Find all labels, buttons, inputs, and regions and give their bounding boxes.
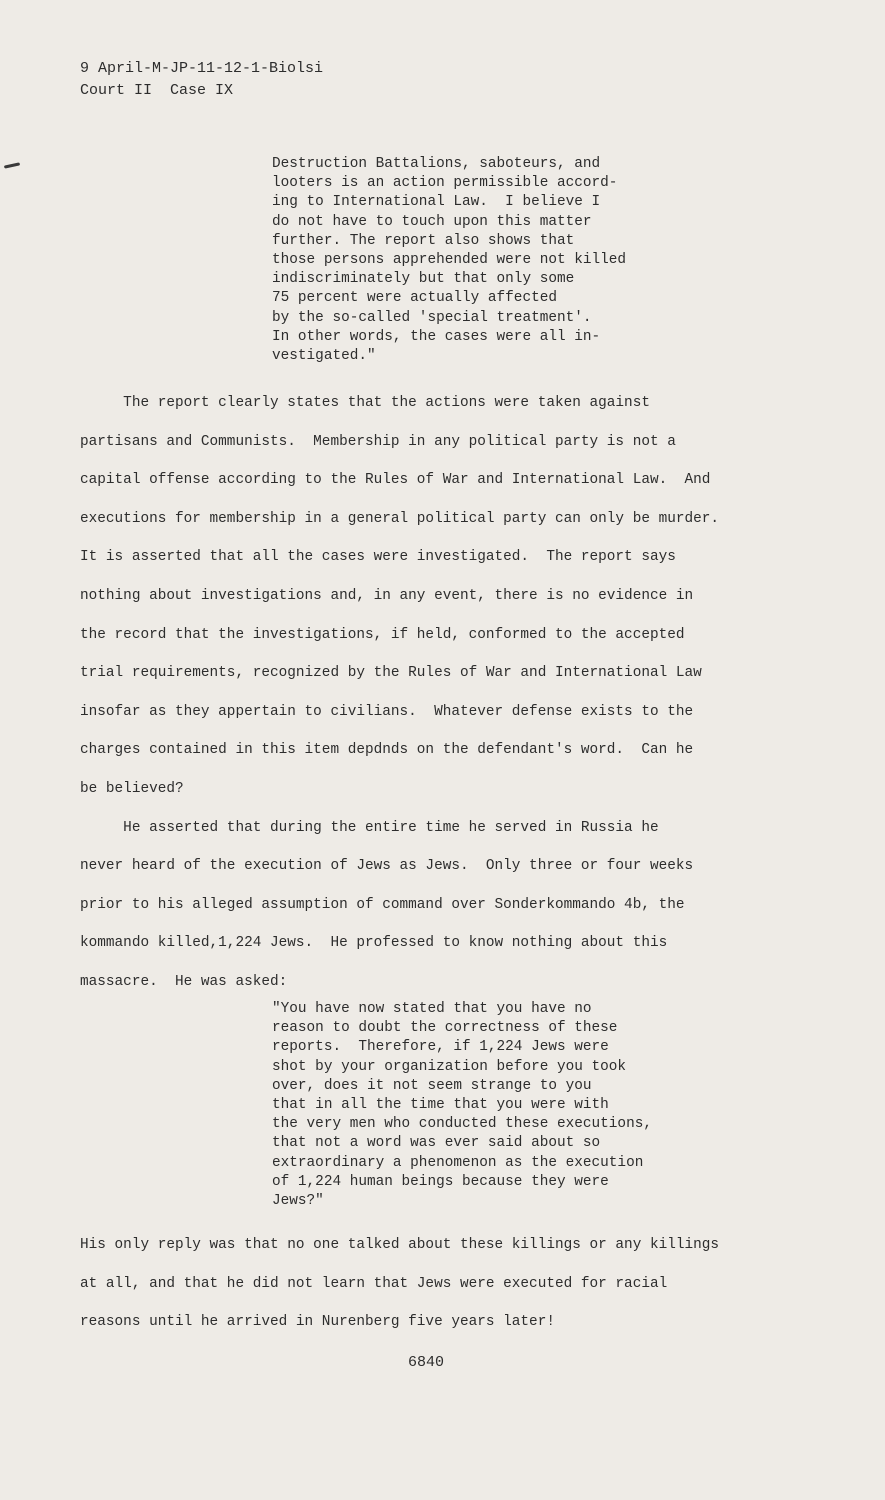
quote1-line: indiscriminately but that only some (272, 271, 575, 288)
block-quote-1 (272, 155, 692, 366)
paragraph-1-line: insofar as they appertain to civilians. Whatever defense exists to the (80, 703, 694, 720)
paragraph-2-line: massacre. He was asked: (80, 973, 288, 990)
paragraph-3-line: at all, and that he did not learn that Jews were executed for racial (80, 1275, 668, 1292)
paragraph-1-line: trial requirements, recognized by the Rules of War and International Law (80, 665, 702, 682)
header-court-case: Court II Case IX (80, 82, 234, 99)
quote2-line: that in all the time that you were with (272, 1097, 609, 1114)
quote2-line: "You have now stated that you have no (272, 1001, 592, 1017)
paragraph-1-line: The report clearly states that the actions were taken against (80, 395, 650, 411)
paragraph-1-line: capital offense according to the Rules of War and International Law. And (80, 472, 711, 489)
header-reference: 9 April-M-JP-11-12-1-Biolsi (80, 60, 324, 77)
paragraph-2-line: kommando killed,1,224 Jews. He professed to know nothing about this (80, 935, 668, 952)
paragraph-1-line: It is asserted that all the cases were investigated. The report says (80, 549, 676, 566)
quote1-line: looters is an action permissible accord- (272, 175, 618, 192)
margin-mark (4, 162, 20, 168)
paragraph-1-line: nothing about investigations and, in any event, there is no evidence in (80, 587, 694, 604)
quote2-line: reason to doubt the correctness of these (272, 1020, 618, 1037)
paragraph-1-line: the record that the investigations, if held, conformed to the accepted (80, 626, 685, 643)
paragraph-1-line: be believed? (80, 780, 184, 797)
body-paragraph-3 (80, 1226, 820, 1342)
quote2-line: of 1,224 human beings because they were (272, 1173, 609, 1190)
quote2-line: reports. Therefore, if 1,224 Jews were (272, 1039, 609, 1056)
paragraph-1-line: executions for membership in a general political party can only be murder. (80, 510, 720, 527)
block-quote-2 (272, 1000, 712, 1211)
quote1-line: Destruction Battalions, saboteurs, and (272, 156, 601, 172)
body-paragraphs-1-2 (80, 384, 810, 1002)
quote1-line: In other words, the cases were all in- (272, 328, 601, 345)
paragraph-2-line: prior to his alleged assumption of command over Sonderkommando 4b, the (80, 896, 685, 913)
paragraph-2-line: He asserted that during the entire time he served in Russia he (80, 819, 659, 836)
paragraph-3-line: reasons until he arrived in Nurenberg five years later! (80, 1314, 555, 1331)
quote2-line: shot by your organization before you took (272, 1058, 627, 1075)
quote1-line: further. The report also shows that (272, 232, 575, 249)
paragraph-1-line: charges contained in this item depdnds on the defendant's word. Can he (80, 742, 694, 759)
quote2-line: extraordinary a phenomenon as the execution (272, 1154, 644, 1171)
paragraph-2-line: never heard of the execution of Jews as Jews. Only three or four weeks (80, 858, 694, 875)
quote2-line: over, does it not seem strange to you (272, 1077, 592, 1094)
paragraph-3-line: His only reply was that no one talked about these killings or any killings (80, 1237, 720, 1253)
document-header (80, 58, 323, 102)
quote2-line: Jews?" (272, 1193, 324, 1210)
quote2-line: that not a word was ever said about so (272, 1135, 601, 1152)
quote1-line: 75 percent were actually affected (272, 290, 557, 307)
paragraph-1-line: partisans and Communists. Membership in any political party is not a (80, 433, 676, 450)
quote1-line: those persons apprehended were not killed (272, 252, 627, 269)
quote2-line: the very men who conducted these executions, (272, 1116, 652, 1133)
page-number: 6840 (408, 1354, 445, 1371)
quote1-line: do not have to touch upon this matter (272, 213, 592, 230)
quote1-line: ing to International Law. I believe I (272, 194, 601, 211)
quote1-line: vestigated." (272, 348, 376, 365)
quote1-line: by the so-called 'special treatment'. (272, 309, 592, 326)
